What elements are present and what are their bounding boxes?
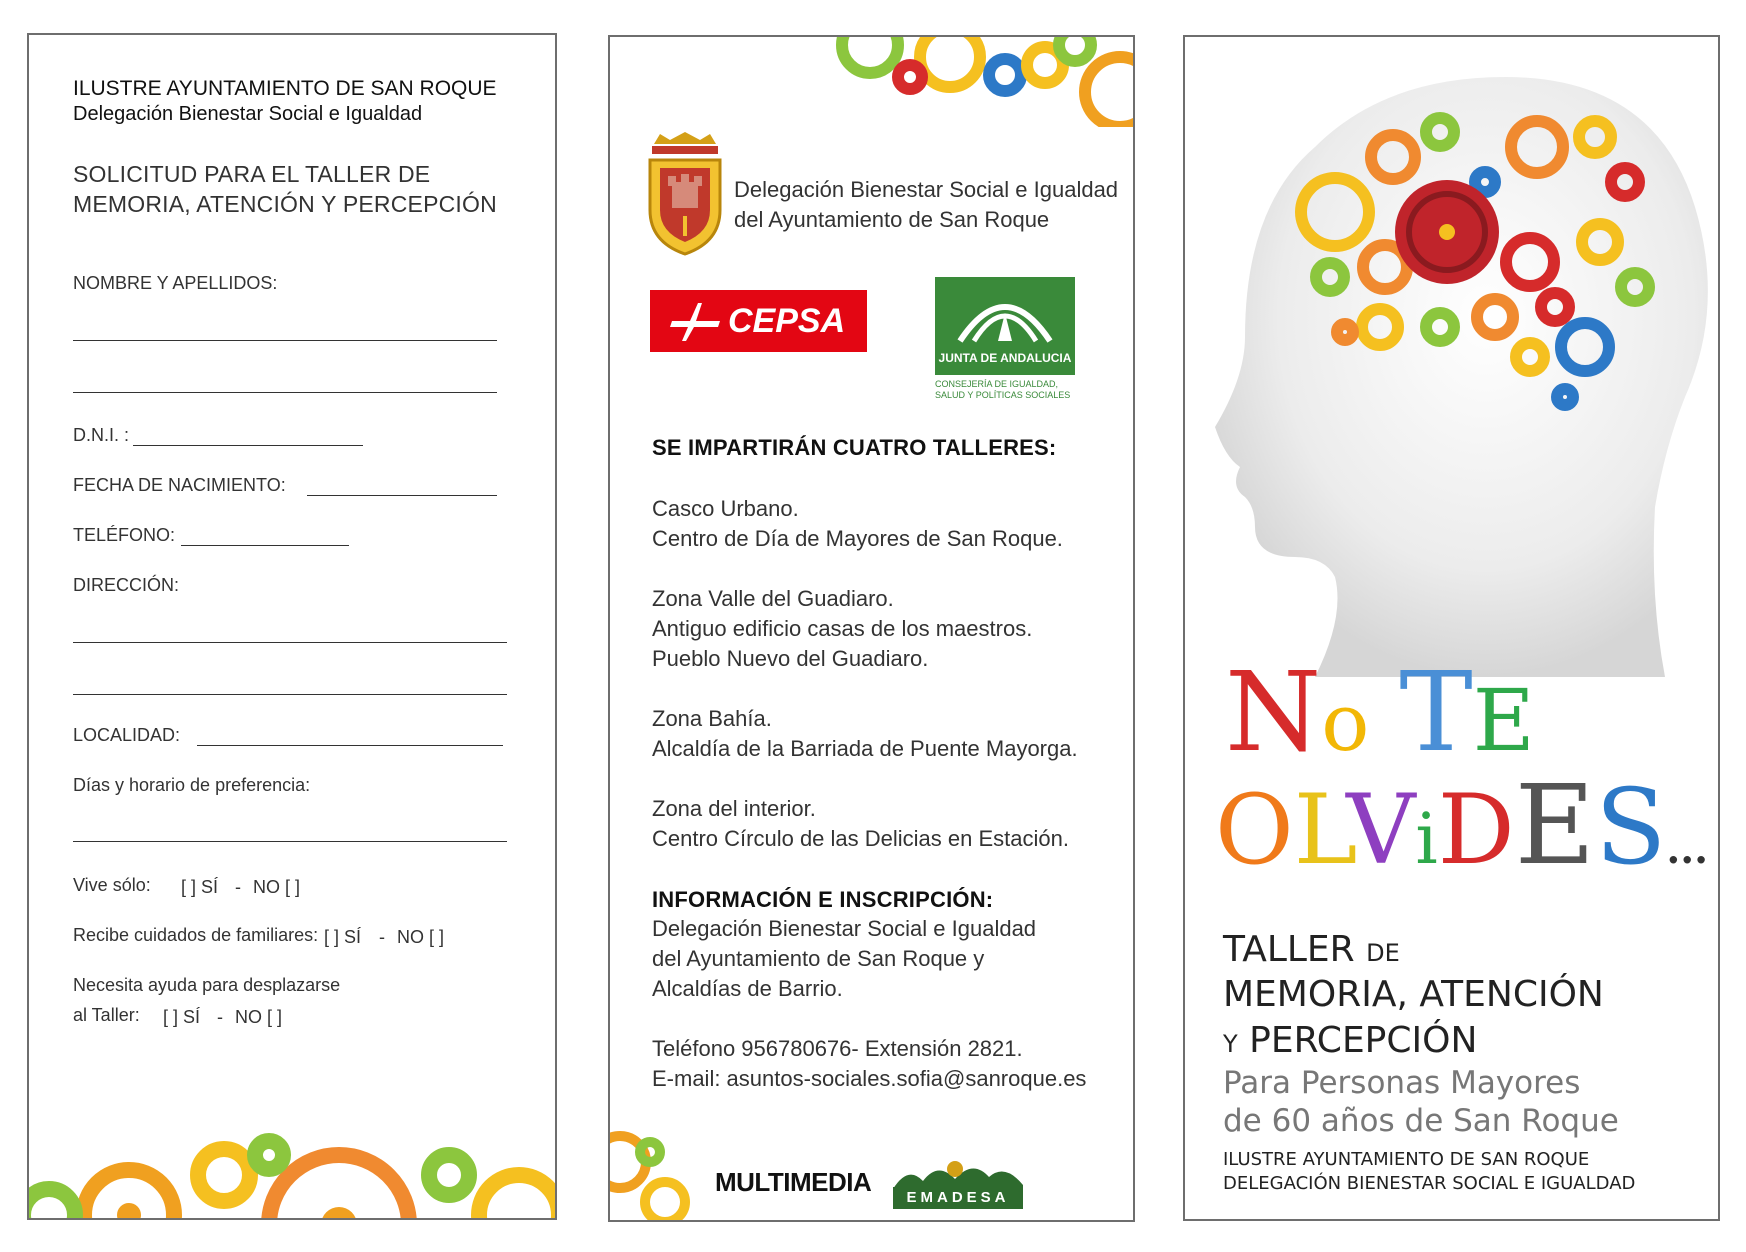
headline-dots: ... [1666,826,1709,873]
form-title-line-2: MEMORIA, ATENCIÓN Y PERCEPCIÓN [73,191,497,217]
head-gears-illustration-icon [1185,37,1720,677]
headline-letter-s: S [1595,766,1667,888]
audience-line-1: Para Personas Mayores [1223,1065,1581,1101]
workshops-heading: SE IMPARTIRÁN CUATRO TALLERES: [652,435,1057,460]
junta-logo-text: JUNTA DE ANDALUCIA [938,351,1072,365]
address-line-2[interactable] [73,694,507,695]
footer-line-1: ILUSTRE AYUNTAMIENTO DE SAN ROQUE [1223,1149,1590,1170]
junta-sub-2: SALUD Y POLÍTICAS SOCIALES [935,390,1071,400]
address-line-1[interactable] [73,642,507,643]
headline-line-2 [1215,761,1709,900]
workshop-3-zone: Zona Bahía. [652,706,772,731]
phone-line[interactable] [181,545,349,546]
info-line-1: Delegación Bienestar Social e Igualdad [652,916,1037,941]
family-care-label: Recibe cuidados de familiares: [73,925,319,945]
lives-alone-yes[interactable]: [ ] SÍ [181,877,219,897]
headline-letter-l: L [1293,774,1347,886]
dni-line[interactable] [133,445,363,446]
headline-line-1 [1225,648,1535,778]
help-no[interactable]: NO [ ] [235,1007,283,1027]
emadesa-logo: EMADESA [893,1187,1023,1209]
coat-of-arms-icon [642,132,728,257]
name-line-1[interactable] [73,340,497,341]
gears-bottom-icon [610,1112,700,1222]
info-heading: INFORMACIÓN E INSCRIPCIÓN: [652,887,994,912]
workshop-2-line-1: Antiguo edificio casas de los maestros. [652,616,1033,641]
address-label: DIRECCIÓN: [73,575,180,595]
headline-letter-t: T [1399,648,1473,776]
workshop-4-line-1: Centro Círculo de las Delicias en Estación. [652,826,1069,851]
sub-percepcion: PERCEPCIÓN [1249,1020,1478,1061]
headline-letter-o2: O [1215,774,1294,886]
city-line[interactable] [197,745,503,746]
phone-text: Teléfono 956780676- Extensión 2821. [652,1036,1023,1061]
dni-label: D.N.I. : [73,425,130,445]
help-sep: - [217,1007,223,1027]
cepsa-symbol-icon [668,299,724,343]
gears-top-icon [830,37,1135,127]
workshop-2-zone: Zona Valle del Guadiaro. [652,586,894,611]
cepsa-logo-text: CEPSA [728,302,846,340]
sub-de: DE [1366,939,1400,967]
lives-alone-sep: - [235,877,241,897]
days-label: Días y horario de preferencia: [73,775,311,795]
email-link[interactable]: E-mail: asuntos-sociales.sofia@sanroque.es [652,1066,1087,1091]
audience-line-2: de 60 años de San Roque [1223,1103,1619,1139]
info-line-2: del Ayuntamiento de San Roque y [652,946,985,971]
name-label: NOMBRE Y APELLIDOS: [73,273,278,293]
workshop-1-line-1: Centro de Día de Mayores de San Roque. [652,526,1063,551]
application-form-panel [27,33,557,1220]
headline-letter-v: V [1346,774,1416,886]
sub-taller: TALLER [1223,929,1355,970]
delegation-line-1: Delegación Bienestar Social e Igualdad [734,177,1119,202]
city-label: LOCALIDAD: [73,725,181,745]
family-care-yes[interactable]: [ ] SÍ [324,927,362,947]
lives-alone-no[interactable]: NO [ ] [253,877,301,897]
lives-alone-label: Vive sólo: [73,875,151,895]
phone-label: TELÉFONO: [73,525,176,545]
junta-logo [935,277,1075,375]
sub-line-1 [1223,930,1400,973]
sub-memoria: MEMORIA, ATENCIÓN [1223,974,1604,1015]
workshop-4-zone: Zona del interior. [652,796,816,821]
workshop-2-line-2: Pueblo Nuevo del Guadiaro. [652,646,929,671]
junta-sub-1: CONSEJERÍA DE IGUALDAD, [935,379,1059,389]
workshop-3-line-1: Alcaldía de la Barriada de Puente Mayorga. [652,736,1078,761]
family-care-no[interactable]: NO [ ] [397,927,445,947]
help-label-1: Necesita ayuda para desplazarse [73,975,341,995]
name-line-2[interactable] [73,392,497,393]
headline-letter-d: D [1437,774,1515,886]
multimedia-logo: MULTIMEDIA [715,1167,872,1197]
help-label-2: al Taller: [73,1005,140,1025]
birth-line[interactable] [307,495,497,496]
headline-letter-e2: E [1514,761,1596,889]
headline-letter-e: E [1472,672,1535,771]
days-line[interactable] [73,841,507,842]
form-title [73,159,533,219]
delegation-line-2: del Ayuntamiento de San Roque [734,207,1050,232]
headline-letter-i: i [1415,798,1438,880]
headline-letter-n: N [1225,648,1322,776]
info-line-3: Alcaldías de Barrio. [652,976,843,1001]
workshop-1-zone: Casco Urbano. [652,496,799,521]
sub-line-3 [1223,1021,1477,1064]
sub-y: Y [1223,1030,1238,1058]
form-title-line-1: SOLICITUD PARA EL TALLER DE [73,161,431,187]
gears-decoration-icon [29,1105,557,1220]
emadesa-trees-icon [893,1155,1023,1191]
family-care-sep: - [379,927,385,947]
headline-letter-o: o [1321,676,1370,769]
cover-panel [1183,35,1720,1221]
birth-label: FECHA DE NACIMIENTO: [73,475,286,495]
footer-line-2: DELEGACIÓN BIENESTAR SOCIAL E IGUALDAD [1223,1173,1636,1194]
info-panel [608,35,1135,1222]
junta-arch-icon [950,283,1060,345]
org-dept: Delegación Bienestar Social e Igualdad [73,103,423,125]
org-name: ILUSTRE AYUNTAMIENTO DE SAN ROQUE [73,77,497,100]
help-yes[interactable]: [ ] SÍ [163,1007,201,1027]
